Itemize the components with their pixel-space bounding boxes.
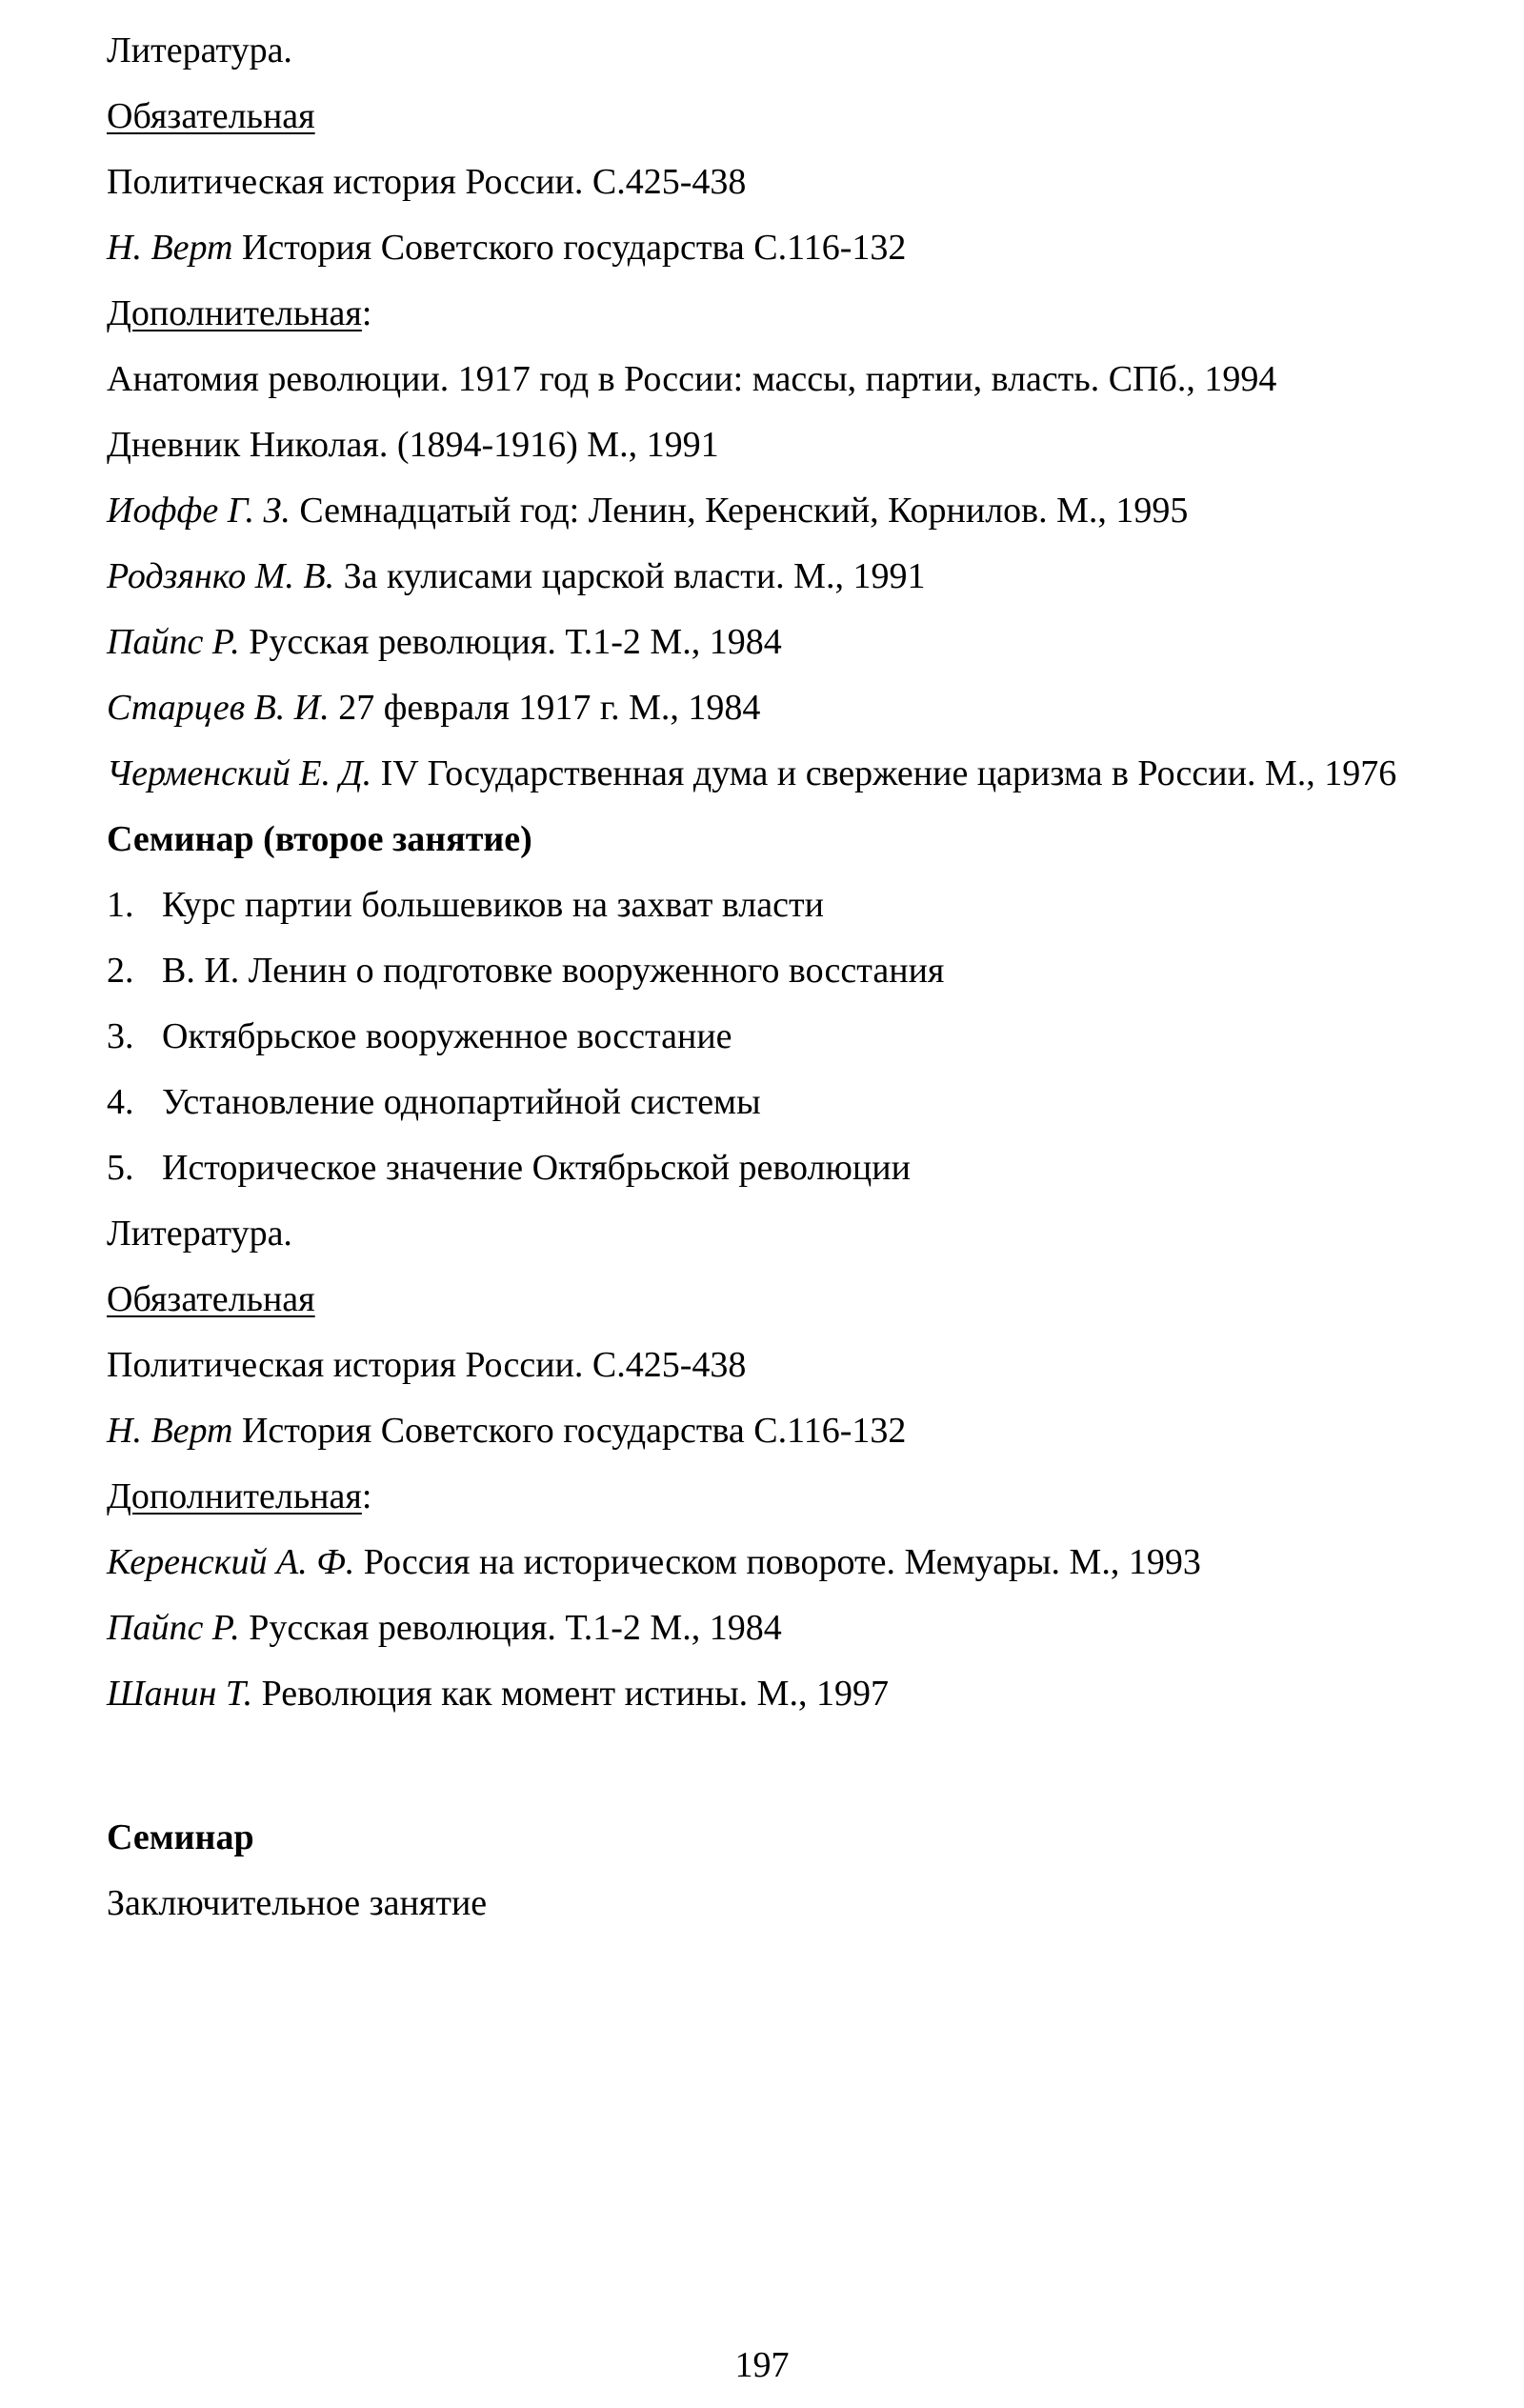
reference-text: IV Государственная дума и свержение царизма в России. М., 1976 [371,753,1397,793]
reference-author: Шанин Т. [107,1674,253,1714]
required-label: Обязательная [107,1279,315,1319]
reference-item [107,357,1276,401]
reference-item [107,686,760,730]
topic-number: 1. [107,885,134,925]
reference-text: Революция как момент истины. М., 1997 [252,1674,889,1714]
additional-label-line [107,291,371,335]
reference-text: История Советского государства С.116-132 [232,1411,907,1451]
reference-author: Иоффе Г. З. [107,491,291,531]
reference-author: Н. Верт [107,228,233,268]
final-seminar-title: Семинар [107,1817,254,1857]
literature-heading: Литература. [107,30,292,70]
topic-text: Историческое значение Октябрьской революции [162,1148,911,1188]
required-label: Обязательная [107,96,315,136]
reference-text: 27 февраля 1917 г. М., 1984 [329,688,761,728]
additional-colon: : [361,1476,372,1516]
reference-author: Черменский Е. Д. [107,753,372,793]
topic-number: 5. [107,1148,134,1188]
additional-label: Дополнительная [107,1476,362,1516]
reference-item [107,1343,746,1387]
reference-item [107,160,746,204]
reference-text: Политическая история России. С.425-438 [107,162,747,202]
reference-author: Пайпс Р. [107,622,240,662]
reference-text: Русская революция. Т.1-2 М., 1984 [239,1608,782,1648]
literature-heading: Литература. [107,1214,292,1254]
topic-text: Октябрьское вооруженное восстание [162,1016,732,1056]
reference-item [107,554,925,598]
reference-author: Родзянко М. В. [107,556,335,596]
seminar-topic [107,949,944,993]
reference-item [107,752,1396,795]
reference-text: Политическая история России. С.425-438 [107,1345,747,1385]
reference-text: История Советского государства С.116-132 [232,228,907,268]
reference-item [107,1409,906,1453]
reference-author: Керенский А. Ф. [107,1542,355,1582]
reference-item [107,1540,1201,1584]
seminar-topic [107,1080,761,1124]
reference-text: Семнадцатый год: Ленин, Керенский, Корнилов. М., 1995 [290,491,1189,531]
reference-item [107,1672,889,1716]
topic-text: В. И. Ленин о подготовке вооруженного восстания [162,951,945,991]
final-seminar-subtitle: Заключительное занятие [107,1883,488,1923]
additional-label-line [107,1475,371,1518]
reference-text: Русская революция. Т.1-2 М., 1984 [239,622,782,662]
reference-text: Дневник Николая. (1894-1916) М., 1991 [107,425,719,465]
reference-text: Россия на историческом повороте. Мемуары. М., 1993 [354,1542,1201,1582]
seminar-topic [107,1014,732,1058]
reference-author: Пайпс Р. [107,1608,240,1648]
additional-colon: : [361,293,372,333]
additional-label: Дополнительная [107,293,362,333]
reference-item [107,489,1188,532]
topic-text: Установление однопартийной системы [162,1082,761,1122]
page-number: 197 [734,2345,790,2385]
reference-text: За кулисами царской власти. М., 1991 [334,556,926,596]
topic-number: 4. [107,1082,134,1122]
reference-item [107,620,782,664]
reference-author: Н. Верт [107,1411,233,1451]
seminar-topic [107,1146,911,1190]
topic-number: 2. [107,951,134,991]
seminar-topic [107,883,824,927]
reference-text: Анатомия революции. 1917 год в России: массы, партии, власть. СПб., 1994 [107,359,1277,399]
reference-item [107,1606,782,1650]
topic-number: 3. [107,1016,134,1056]
reference-author: Старцев В. И. [107,688,330,728]
seminar-title: Семинар (второе занятие) [107,819,532,859]
topic-text: Курс партии большевиков на захват власти [162,885,824,925]
reference-item [107,226,906,270]
reference-item [107,423,719,467]
